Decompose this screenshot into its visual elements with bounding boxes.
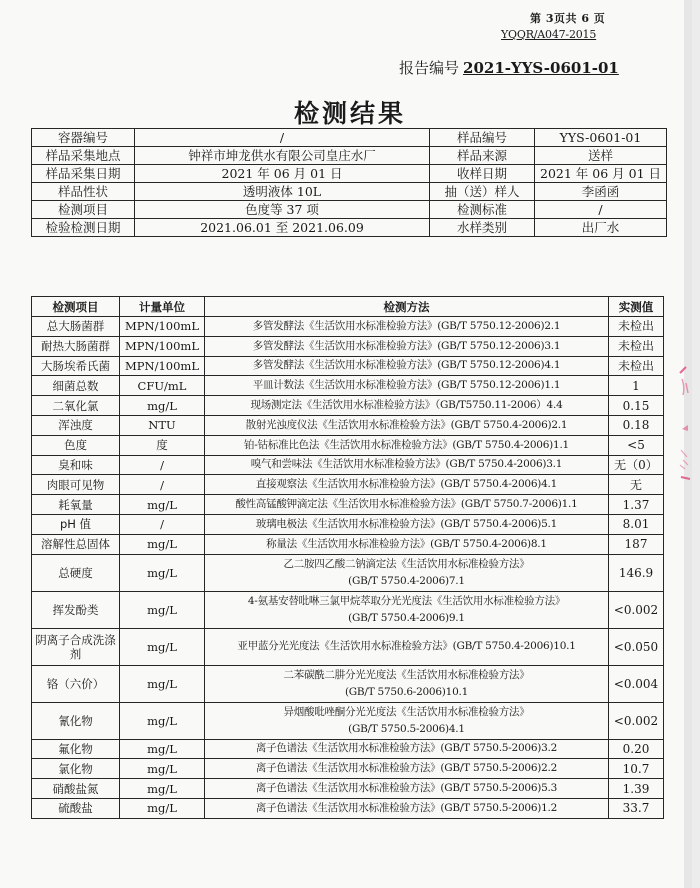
table-row bbox=[32, 435, 664, 455]
test-dates-label: 检验检测日期 bbox=[32, 219, 135, 237]
table-row bbox=[32, 455, 664, 475]
test-item-cell: 溶解性总固体 bbox=[32, 534, 120, 554]
info-row bbox=[32, 201, 667, 219]
test-items-label: 检测项目 bbox=[32, 201, 135, 219]
test-item-cell: 耗氧量 bbox=[32, 495, 120, 515]
measured-value-cell: 未检出 bbox=[609, 317, 664, 337]
table-row bbox=[32, 415, 664, 435]
method-cell bbox=[205, 779, 609, 799]
method-cell bbox=[205, 798, 609, 818]
sampler-value: 李函函 bbox=[535, 183, 667, 201]
column-header-value: 实测值 bbox=[609, 297, 664, 317]
test-item-cell: 硝酸盐氮 bbox=[32, 779, 120, 799]
method-standard-text: (GB/T 5750.4-2006)7.1 bbox=[348, 574, 465, 587]
page-indicator: 第 3页共 6 页 bbox=[530, 12, 606, 25]
results-body bbox=[32, 317, 664, 819]
sample-state-value: 透明液体 10L bbox=[135, 183, 430, 201]
method-cell bbox=[205, 356, 609, 376]
method-text: 称量法《生活饮用水标准检验方法》(GB/T 5750.4-2006)8.1 bbox=[266, 537, 547, 550]
test-item-cell: 挥发酚类 bbox=[32, 591, 120, 628]
table-row bbox=[32, 475, 664, 495]
method-text: 离子色谱法《生活饮用水标准检验方法》(GB/T 5750.5-2006)3.2 bbox=[255, 742, 558, 755]
measured-value-cell: 1.39 bbox=[609, 779, 664, 799]
method-cell bbox=[205, 628, 609, 665]
method-text: 散射光浊度仪法《生活饮用水标准检验方法》(GB/T 5750.4-2006)2.1 bbox=[245, 418, 568, 431]
measured-value-cell: <0.004 bbox=[609, 665, 664, 702]
test-item-cell: 氰化物 bbox=[32, 702, 120, 739]
method-text: 现场测定法《生活饮用水标准检验方法》（GB/T5750.11-2006）4.4 bbox=[250, 399, 563, 412]
method-text: 4-氨基安替吡啉三氯甲烷萃取分光光度法《生活饮用水标准检验方法》 bbox=[247, 594, 566, 607]
table-row bbox=[32, 779, 664, 799]
method-cell bbox=[205, 336, 609, 356]
test-item-cell: 色度 bbox=[32, 435, 120, 455]
table-row bbox=[32, 356, 664, 376]
table-row bbox=[32, 628, 664, 665]
method-standard-text: (GB/T 5750.4-2006)9.1 bbox=[348, 611, 465, 624]
unit-cell: mg/L bbox=[120, 759, 205, 779]
report-number-value: 2021-YYS-0601-01 bbox=[463, 59, 619, 77]
unit-cell: / bbox=[120, 455, 205, 475]
measured-value-cell: 187 bbox=[609, 534, 664, 554]
measured-value-cell: 0.20 bbox=[609, 739, 664, 759]
table-row bbox=[32, 759, 664, 779]
measured-value-cell: 146.9 bbox=[609, 554, 664, 591]
test-standard-value: / bbox=[535, 201, 667, 219]
method-cell bbox=[205, 554, 609, 591]
method-text: 铂-钴标准比色法《生活饮用水标准检验方法》(GB/T 5750.4-2006)1.1 bbox=[244, 438, 569, 451]
measured-value-cell: 0.18 bbox=[609, 415, 664, 435]
method-cell bbox=[205, 475, 609, 495]
measured-value-cell: 0.15 bbox=[609, 396, 664, 416]
collection-site-value: 钟祥市坤龙供水有限公司皇庄水厂 bbox=[135, 147, 430, 165]
table-row bbox=[32, 336, 664, 356]
sample-no-value: YYS-0601-01 bbox=[535, 129, 667, 147]
method-cell bbox=[205, 376, 609, 396]
test-item-cell: 阴离子合成洗涤剂 bbox=[32, 628, 120, 665]
method-text: 乙二胺四乙酸二钠滴定法《生活饮用水标准检验方法》 bbox=[283, 557, 530, 570]
unit-cell: mg/L bbox=[120, 665, 205, 702]
method-cell bbox=[205, 759, 609, 779]
test-dates-value: 2021.06.01 至 2021.06.09 bbox=[135, 219, 430, 237]
column-header-unit: 计量单位 bbox=[120, 297, 205, 317]
column-header-item: 检测项目 bbox=[32, 297, 120, 317]
method-cell bbox=[205, 495, 609, 515]
unit-cell: mg/L bbox=[120, 739, 205, 759]
method-cell bbox=[205, 514, 609, 534]
receipt-date-value: 2021 年 06 月 01 日 bbox=[535, 165, 667, 183]
table-row bbox=[32, 798, 664, 818]
method-cell bbox=[205, 739, 609, 759]
red-seal-stamp-fragment bbox=[676, 365, 694, 485]
collection-date-value: 2021 年 06 月 01 日 bbox=[135, 165, 430, 183]
test-item-cell: 铬（六价） bbox=[32, 665, 120, 702]
sampler-label: 抽（送）样人 bbox=[430, 183, 535, 201]
measured-value-cell: <0.050 bbox=[609, 628, 664, 665]
water-type-value: 出厂水 bbox=[535, 219, 667, 237]
test-item-cell: 总大肠菌群 bbox=[32, 317, 120, 337]
unit-cell: mg/L bbox=[120, 554, 205, 591]
measured-value-cell: 1 bbox=[609, 376, 664, 396]
measured-value-cell: <5 bbox=[609, 435, 664, 455]
sample-state-label: 样品性状 bbox=[32, 183, 135, 201]
table-row bbox=[32, 495, 664, 515]
method-standard-text: (GB/T 5750.5-2006)4.1 bbox=[348, 722, 465, 735]
method-cell bbox=[205, 702, 609, 739]
container-no-value: / bbox=[135, 129, 430, 147]
test-item-cell: pH 值 bbox=[32, 514, 120, 534]
water-type-label: 水样类别 bbox=[430, 219, 535, 237]
test-item-cell: 臭和味 bbox=[32, 455, 120, 475]
unit-cell: MPN/100mL bbox=[120, 356, 205, 376]
method-text: 亚甲蓝分光光度法《生活饮用水标准检验方法》(GB/T 5750.4-2006)10.1 bbox=[237, 640, 576, 653]
measured-value-cell: 无 bbox=[609, 475, 664, 495]
table-row bbox=[32, 665, 664, 702]
test-item-cell: 氯化物 bbox=[32, 759, 120, 779]
unit-cell: mg/L bbox=[120, 798, 205, 818]
receipt-date-label: 收样日期 bbox=[430, 165, 535, 183]
measured-value-cell: 10.7 bbox=[609, 759, 664, 779]
method-text: 多管发酵法《生活饮用水标准检验方法》(GB/T 5750.12-2006)3.1 bbox=[252, 339, 561, 352]
test-item-cell: 浑浊度 bbox=[32, 415, 120, 435]
info-row bbox=[32, 129, 667, 147]
table-row bbox=[32, 376, 664, 396]
unit-cell: mg/L bbox=[120, 534, 205, 554]
page-title: 检测结果 bbox=[293, 99, 406, 128]
measured-value-cell: <0.002 bbox=[609, 591, 664, 628]
test-item-cell: 大肠埃希氏菌 bbox=[32, 356, 120, 376]
container-no-label: 容器编号 bbox=[32, 129, 135, 147]
unit-cell: MPN/100mL bbox=[120, 317, 205, 337]
unit-cell: CFU/mL bbox=[120, 376, 205, 396]
collection-site-label: 样品采集地点 bbox=[32, 147, 135, 165]
info-row bbox=[32, 165, 667, 183]
measured-value-cell: 1.37 bbox=[609, 495, 664, 515]
method-text: 平皿计数法《生活饮用水标准检验方法》(GB/T 5750.12-2006)1.1 bbox=[252, 379, 561, 392]
test-item-cell: 总硬度 bbox=[32, 554, 120, 591]
info-row bbox=[32, 147, 667, 165]
measured-value-cell: <0.002 bbox=[609, 702, 664, 739]
test-item-cell: 二氧化氯 bbox=[32, 396, 120, 416]
method-cell bbox=[205, 591, 609, 628]
method-cell bbox=[205, 396, 609, 416]
measured-value-cell: 未检出 bbox=[609, 356, 664, 376]
test-item-cell: 细菌总数 bbox=[32, 376, 120, 396]
method-cell bbox=[205, 415, 609, 435]
table-row bbox=[32, 317, 664, 337]
method-text: 二苯碳酰二肼分光光度法《生活饮用水标准检验方法》 bbox=[283, 668, 530, 681]
unit-cell: MPN/100mL bbox=[120, 336, 205, 356]
measured-value-cell: 无（0） bbox=[609, 455, 664, 475]
method-text: 离子色谱法《生活饮用水标准检验方法》(GB/T 5750.5-2006)5.3 bbox=[255, 782, 558, 795]
test-item-cell: 硫酸盐 bbox=[32, 798, 120, 818]
method-text: 酸性高锰酸钾滴定法《生活饮用水标准检验方法》(GB/T 5750.7-2006)1.1 bbox=[235, 498, 578, 511]
test-items-value: 色度等 37 项 bbox=[135, 201, 430, 219]
method-text: 异烟酸吡唑酮分光光度法《生活饮用水标准检验方法》 bbox=[283, 705, 530, 718]
table-row bbox=[32, 739, 664, 759]
method-cell bbox=[205, 534, 609, 554]
document-code: YQQR/A047-2015 bbox=[501, 28, 597, 41]
table-row bbox=[32, 514, 664, 534]
method-text: 直接观察法《生活饮用水标准检验方法》(GB/T 5750.4-2006)4.1 bbox=[255, 478, 558, 491]
table-row bbox=[32, 534, 664, 554]
method-cell bbox=[205, 317, 609, 337]
method-text: 离子色谱法《生活饮用水标准检验方法》(GB/T 5750.5-2006)2.2 bbox=[255, 762, 558, 775]
unit-cell: NTU bbox=[120, 415, 205, 435]
method-text: 离子色谱法《生活饮用水标准检验方法》(GB/T 5750.5-2006)1.2 bbox=[255, 801, 558, 814]
info-row bbox=[32, 183, 667, 201]
table-row bbox=[32, 591, 664, 628]
sample-info-table bbox=[31, 128, 667, 237]
unit-cell: 度 bbox=[120, 435, 205, 455]
collection-date-label: 样品采集日期 bbox=[32, 165, 135, 183]
test-item-cell: 氟化物 bbox=[32, 739, 120, 759]
measured-value-cell: 未检出 bbox=[609, 336, 664, 356]
test-item-cell: 肉眼可见物 bbox=[32, 475, 120, 495]
column-header-method: 检测方法 bbox=[205, 297, 609, 317]
measured-value-cell: 8.01 bbox=[609, 514, 664, 534]
method-cell bbox=[205, 665, 609, 702]
unit-cell: mg/L bbox=[120, 495, 205, 515]
results-header-row bbox=[32, 297, 664, 317]
report-number bbox=[399, 57, 619, 78]
unit-cell: / bbox=[120, 475, 205, 495]
table-row bbox=[32, 702, 664, 739]
unit-cell: mg/L bbox=[120, 591, 205, 628]
test-standard-label: 检测标准 bbox=[430, 201, 535, 219]
measured-value-cell: 33.7 bbox=[609, 798, 664, 818]
method-standard-text: (GB/T 5750.6-2006)10.1 bbox=[344, 685, 469, 698]
unit-cell: mg/L bbox=[120, 702, 205, 739]
method-text: 嗅气和尝味法《生活饮用水标准检验方法》(GB/T 5750.4-2006)3.1 bbox=[250, 458, 563, 471]
unit-cell: / bbox=[120, 514, 205, 534]
results-table bbox=[31, 296, 664, 819]
sample-source-label: 样品来源 bbox=[430, 147, 535, 165]
table-row bbox=[32, 554, 664, 591]
unit-cell: mg/L bbox=[120, 396, 205, 416]
unit-cell: mg/L bbox=[120, 779, 205, 799]
unit-cell: mg/L bbox=[120, 628, 205, 665]
method-text: 玻璃电极法《生活饮用水标准检验方法》(GB/T 5750.4-2006)5.1 bbox=[255, 517, 558, 530]
test-item-cell: 耐热大肠菌群 bbox=[32, 336, 120, 356]
method-cell bbox=[205, 455, 609, 475]
info-row bbox=[32, 219, 667, 237]
sample-no-label: 样品编号 bbox=[430, 129, 535, 147]
report-number-label: 报告编号 bbox=[399, 59, 460, 77]
method-text: 多管发酵法《生活饮用水标准检验方法》(GB/T 5750.12-2006)2.1 bbox=[252, 319, 561, 332]
method-cell bbox=[205, 435, 609, 455]
method-text: 多管发酵法《生活饮用水标准检验方法》(GB/T 5750.12-2006)4.1 bbox=[252, 359, 561, 372]
table-row bbox=[32, 396, 664, 416]
sample-source-value: 送样 bbox=[535, 147, 667, 165]
